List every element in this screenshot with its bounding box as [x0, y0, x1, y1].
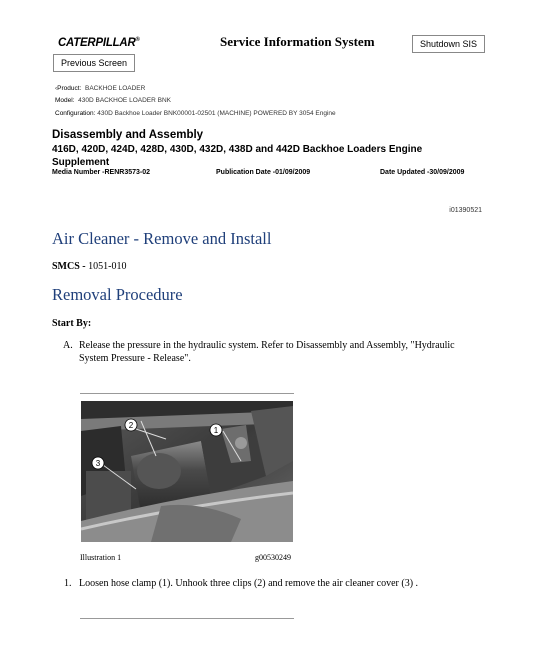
- callout-3: 3: [95, 459, 101, 468]
- step-1-marker: 1.: [64, 578, 72, 589]
- configuration-line: Configuration: 430D Backhoe Loader BNK00001-02501 (MACHINE) POWERED BY 3054 Engine: [55, 110, 336, 117]
- back-arrow-icon[interactable]: ‹: [55, 85, 58, 92]
- product-line: ‹Product: BACKHOE LOADER: [55, 85, 146, 92]
- model-line: Model: 430D BACKHOE LOADER BNK: [55, 97, 171, 104]
- illustration-code: g00530249: [255, 553, 291, 562]
- illustration-image: [81, 401, 293, 542]
- date-updated: Date Updated -30/09/2009: [380, 169, 465, 176]
- section-title: Disassembly and Assembly: [52, 129, 204, 141]
- media-number: Media Number -RENR3573-02: [52, 169, 151, 176]
- step-a-marker: A.: [63, 340, 73, 351]
- previous-screen-button[interactable]: Previous Screen: [53, 54, 135, 72]
- callout-1: 1: [213, 426, 219, 435]
- procedure-title: Air Cleaner - Remove and Install: [52, 229, 272, 248]
- step-a-text: Release the pressure in the hydraulic system. Refer to Disassembly and Assembly, "Hydraulic System Pressure - Release".: [79, 340, 455, 364]
- document-reference-id: i01390521: [449, 207, 482, 214]
- removal-heading: Removal Procedure: [52, 285, 183, 304]
- divider-top: [80, 393, 294, 394]
- callout-2: 2: [128, 421, 134, 430]
- caterpillar-logo: CATERPILLAR®: [58, 35, 140, 49]
- divider-bottom: [80, 618, 294, 619]
- illustration-label: Illustration 1: [80, 553, 122, 562]
- page-title: Service Information System: [220, 34, 375, 49]
- shutdown-sis-button[interactable]: Shutdown SIS: [412, 35, 485, 53]
- publication-date: Publication Date -01/09/2009: [216, 169, 311, 176]
- smcs-code: SMCS - 1051-010: [52, 261, 127, 272]
- engine-supplement-title: 416D, 420D, 424D, 428D, 430D, 432D, 438D and 442D Backhoe Loaders Engine Supplement: [52, 144, 423, 168]
- start-by-label: Start By:: [52, 318, 92, 329]
- step-1-text: Loosen hose clamp (1). Unhook three clips (2) and remove the air cleaner cover (3) .: [79, 578, 419, 589]
